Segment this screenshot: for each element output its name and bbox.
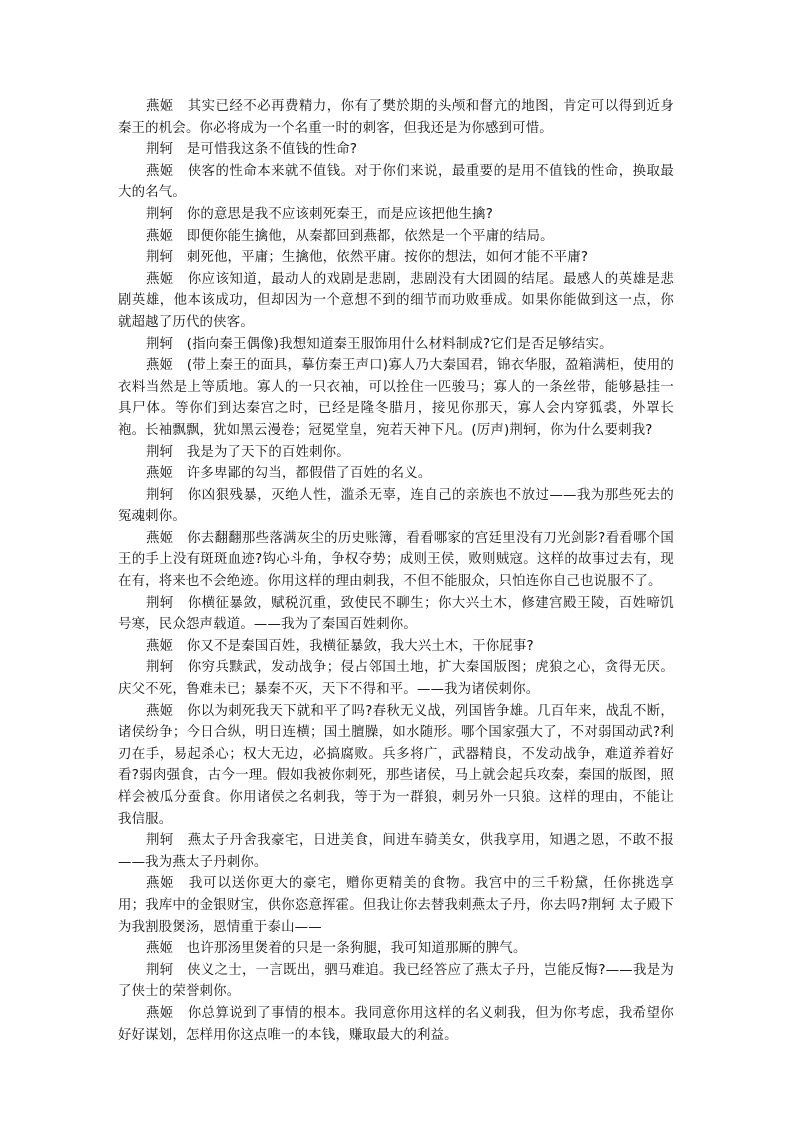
speaker-name: 燕姬 bbox=[146, 530, 174, 546]
dialogue-text: 即便你能生擒他，从秦都回到燕都，依然是一个平庸的结局。 bbox=[186, 228, 554, 244]
dialogue-paragraph bbox=[118, 269, 674, 334]
dialogue-paragraph bbox=[118, 334, 674, 356]
speaker-name: 燕姬 bbox=[146, 638, 174, 654]
dialogue-text: 你的意思是我不应该刺死秦王，而是应该把他生擒? bbox=[186, 206, 494, 222]
dialogue-paragraph bbox=[118, 830, 674, 873]
dialogue-paragraph bbox=[118, 204, 674, 226]
speaker-name: 荆轲 bbox=[146, 206, 174, 222]
speaker-name: 荆轲 bbox=[146, 142, 174, 158]
dialogue-paragraph bbox=[118, 1003, 674, 1046]
dialogue-paragraph bbox=[118, 960, 674, 1003]
speaker-name: 荆轲 bbox=[146, 833, 174, 849]
dialogue-paragraph bbox=[118, 226, 674, 248]
dialogue-text: 侠义之士，一言既出，驷马难追。我已经答应了燕太子丹，岂能反悔?——我是为了侠士的荣誉刺你。 bbox=[118, 962, 674, 1000]
dialogue-text: 刺死他，平庸；生擒他，依然平庸。按你的想法，如何才能不平庸? bbox=[186, 250, 589, 266]
dialogue-text: 你去翻翻那些落满灰尘的历史账簿，看看哪家的宫廷里没有刀光剑影?看看哪个国王的手上没有斑斑血迹?钩心斗角，争权夺势；成则王侯，败则贼寇。这样的故事过去有，现在有，将来也不会绝迹。你用这样的理由刺我，不但不能服众，只怕连你自己也说服不了。 bbox=[118, 530, 674, 590]
dialogue-text: 你应该知道，最动人的戏剧是悲剧，悲剧没有大团圆的结尾。最感人的英雄是悲剧英雄，他本该成功，但却因为一个意想不到的细节而功败垂成。如果你能做到这一点，你就超越了历代的侠客。 bbox=[118, 271, 674, 330]
dialogue-text: (指向秦王偶像)我想知道秦王服饰用什么材料制成?它们是否足够结实。 bbox=[186, 336, 613, 352]
dialogue-paragraph bbox=[118, 657, 674, 700]
speaker-name: 燕姬 bbox=[146, 163, 174, 179]
dialogue-paragraph bbox=[118, 528, 674, 593]
dialogue-text: 你以为刺死我天下就和平了吗?春秋无义战，列国皆争雄。几百年来，战乱不断，诸侯纷争；今日合纵，明日连横；国土膻臊，如水随形。哪个国家强大了，不对弱国动武?利刃在手，易起杀心；权大无边，必搞腐败。兵多将广，武器精良，不发动战争，难道养着好看?弱肉强食，古今一理。假如我被你刺死，那些诸侯，马上就会起兵攻秦，秦国的版图，照样会被瓜分蚕食。你用诸侯之名刺我，等于为一群狼，刺另外一只狼。这样的理由，不能让我信服。 bbox=[118, 703, 674, 827]
dialogue-paragraph bbox=[118, 96, 674, 139]
dialogue-paragraph bbox=[118, 463, 674, 485]
dialogue-text: 燕太子丹舍我豪宅，日进美食，间进车骑美女，供我享用，知遇之恩，不敢不报——我为燕太子丹刺你。 bbox=[118, 833, 674, 870]
document-page bbox=[118, 96, 674, 1046]
dialogue-text: 你又不是秦国百姓，我横征暴敛，我大兴土木，干你屁事? bbox=[186, 638, 534, 654]
dialogue-paragraph bbox=[118, 938, 674, 960]
dialogue-paragraph bbox=[118, 636, 674, 658]
speaker-name: 荆轲 bbox=[146, 250, 174, 266]
dialogue-text: 我是为了天下的百姓刺你。 bbox=[186, 444, 350, 460]
dialogue-text: 你凶狠残暴，灭绝人性，滥杀无辜，连自己的亲族也不放过——我为那些死去的冤魂刺你。 bbox=[118, 487, 675, 525]
speaker-name: 燕姬 bbox=[146, 228, 174, 244]
speaker-name: 荆轲 bbox=[146, 336, 174, 352]
dialogue-paragraph bbox=[118, 593, 674, 636]
speaker-name: 燕姬 bbox=[146, 358, 174, 374]
dialogue-paragraph bbox=[118, 247, 674, 269]
dialogue-text: 也许那汤里煲着的只是一条狗腿，我可知道那厮的脾气。 bbox=[186, 941, 527, 957]
speaker-name: 燕姬 bbox=[146, 271, 174, 287]
dialogue-text: 你穷兵黩武，发动战争；侵占邻国土地，扩大秦国版图；虎狼之心，贪得无厌。庆父不死，鲁难未已；暴秦不灭，天下不得和平。——我为诸侯刺你。 bbox=[118, 660, 674, 698]
speaker-name: 燕姬 bbox=[146, 941, 174, 957]
speaker-name: 燕姬 bbox=[146, 876, 175, 892]
speaker-name: 燕姬 bbox=[146, 1005, 174, 1021]
dialogue-paragraph bbox=[118, 139, 674, 161]
dialogue-paragraph bbox=[118, 873, 674, 938]
dialogue-text: 其实已经不必再费精力，你有了樊於期的头颅和督亢的地图，肯定可以得到近身秦王的机会。你必将成为一个名重一时的刺客，但我还是为你感到可惜。 bbox=[118, 99, 674, 136]
dialogue-text: (带上秦王的面具，摹仿秦王声口)寡人乃大秦国君，锦衣华服，盈箱满柜，使用的衣料当然是上等质地。寡人的一只衣袖，可以拴住一匹骏马；寡人的一条丝带，能够悬挂一具尸体。等你们到达秦宫之时，已经是隆冬腊月，接见你那天，寡人会内穿狐裘，外罩长袍。长袖飘飘，犹如黑云漫卷；冠冕堂皇，宛若天神下凡。(厉声)荆轲，你为什么要刺我? bbox=[118, 358, 674, 438]
dialogue-text: 是可惜我这条不值钱的性命? bbox=[186, 142, 358, 158]
dialogue-text: 我可以送你更大的豪宅，赠你更精美的食物。我宫中的三千粉黛，任你挑选享用；我库中的金银财宝，供你恣意挥霍。但我让你去替我刺燕太子丹，你去吗?荆轲 太子殿下为我割股煲汤，恩情重于泰山—— bbox=[118, 876, 674, 935]
speaker-name: 燕姬 bbox=[146, 99, 174, 114]
dialogue-text: 侠客的性命本来就不值钱。对于你们来说，最重要的是用不值钱的性命，换取最大的名气。 bbox=[118, 163, 674, 201]
dialogue-paragraph bbox=[118, 701, 674, 831]
speaker-name: 荆轲 bbox=[146, 444, 174, 460]
speaker-name: 荆轲 bbox=[146, 595, 174, 611]
speaker-name: 荆轲 bbox=[146, 487, 174, 503]
dialogue-text: 许多卑鄙的勾当，都假借了百姓的名义。 bbox=[186, 466, 432, 482]
speaker-name: 燕姬 bbox=[146, 466, 174, 482]
dialogue-paragraph bbox=[118, 355, 674, 441]
dialogue-paragraph bbox=[118, 442, 674, 464]
dialogue-text: 你横征暴敛，赋税沉重，致使民不聊生；你大兴土木，修建宫殿王陵，百姓啼饥号寒，民众怨声载道。——我为了秦国百姓刺你。 bbox=[118, 595, 674, 633]
dialogue-paragraph bbox=[118, 161, 674, 204]
speaker-name: 燕姬 bbox=[146, 703, 174, 719]
dialogue-paragraph bbox=[118, 485, 674, 528]
dialogue-text: 你总算说到了事情的根本。我同意你用这样的名义刺我，但为你考虑，我希望你好好谋划，怎样用你这点唯一的本钱，赚取最大的利益。 bbox=[118, 1005, 674, 1043]
speaker-name: 荆轲 bbox=[146, 660, 174, 676]
speaker-name: 荆轲 bbox=[146, 962, 174, 978]
